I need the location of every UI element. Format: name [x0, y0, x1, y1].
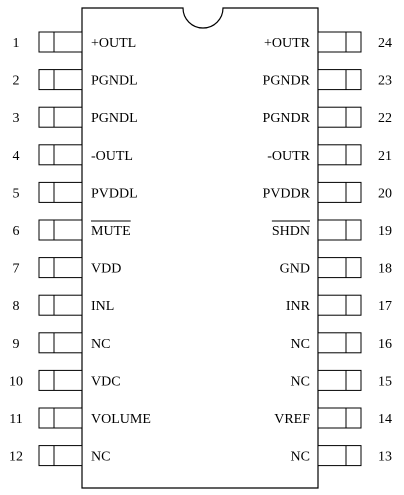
pin-pad	[318, 182, 361, 202]
pin-number: 7	[12, 261, 20, 277]
pin-number: 3	[12, 111, 20, 127]
pin-label: INR	[285, 299, 310, 315]
pin-pad	[39, 145, 82, 165]
pin-number: 13	[378, 449, 392, 465]
pin-pad	[39, 295, 82, 315]
pin-number: 20	[378, 186, 392, 202]
pin-number: 23	[378, 73, 392, 89]
pin-label: NC	[290, 374, 310, 390]
pin-number: 9	[12, 336, 20, 352]
pin-number: 2	[12, 73, 20, 89]
pin-pad	[39, 70, 82, 90]
pin-number: 8	[12, 299, 20, 315]
pin-label: VREF	[274, 412, 310, 427]
pin-pad	[318, 107, 361, 127]
pin-number: 22	[378, 111, 392, 127]
pin-pad	[318, 295, 361, 315]
pin-label: NC	[290, 449, 310, 465]
pin-pad	[318, 370, 361, 390]
pin-pad	[318, 70, 361, 90]
pin-label: VDC	[91, 374, 121, 390]
pin-pad	[318, 220, 361, 240]
pin-label: PGNDL	[91, 73, 138, 89]
pin-number: 6	[12, 224, 20, 239]
pin-label: SHDN	[271, 224, 310, 239]
pin-label: NC	[91, 336, 111, 352]
pin-label: PVDDR	[262, 186, 310, 202]
pin-pad	[39, 182, 82, 202]
pin-pad	[318, 333, 361, 353]
pin-pad	[318, 258, 361, 278]
pin-pad	[318, 408, 361, 428]
pin-pad	[318, 446, 361, 466]
pin-number: 1	[12, 36, 20, 51]
pin-label: -OUTR	[267, 148, 310, 164]
pin-pad	[39, 370, 82, 390]
pin-pad	[318, 32, 361, 52]
pin-label: INL	[91, 299, 115, 315]
pin-pad	[39, 258, 82, 278]
pin-label: PGNDR	[262, 73, 310, 89]
pin-label: -OUTL	[91, 148, 133, 164]
pin-number: 16	[378, 336, 392, 352]
pin-label: NC	[290, 336, 310, 352]
pin-number: 10	[9, 374, 23, 390]
pin-label: VDD	[91, 261, 122, 277]
pin-pad	[39, 333, 82, 353]
pin-label: VOLUME	[91, 412, 151, 427]
pin-number: 4	[12, 148, 20, 164]
pin-number: 19	[378, 224, 392, 239]
pin-label: +OUTL	[91, 36, 137, 51]
pin-label: NC	[91, 449, 111, 465]
pin-pad	[39, 408, 82, 428]
pin-label: PGNDR	[262, 111, 310, 127]
pin-label: PVDDL	[91, 186, 138, 202]
pin-number: 18	[378, 261, 392, 277]
pin-label: MUTE	[91, 224, 131, 239]
pin-number: 15	[378, 374, 392, 390]
pin-pad	[39, 220, 82, 240]
pin-number: 24	[378, 36, 392, 51]
pin-number: 21	[378, 148, 392, 164]
pin-label: GND	[279, 261, 310, 277]
pin-pad	[39, 32, 82, 52]
pin-number: 11	[9, 412, 23, 427]
pin-label: PGNDL	[91, 111, 138, 127]
pin-number: 14	[378, 412, 392, 427]
pin-number: 17	[378, 299, 392, 315]
pin-pad	[39, 446, 82, 466]
pin-pad	[39, 107, 82, 127]
pin-pad	[318, 145, 361, 165]
pin-number: 12	[9, 449, 23, 465]
pin-number: 5	[12, 186, 20, 202]
pin-label: +OUTR	[263, 36, 310, 51]
